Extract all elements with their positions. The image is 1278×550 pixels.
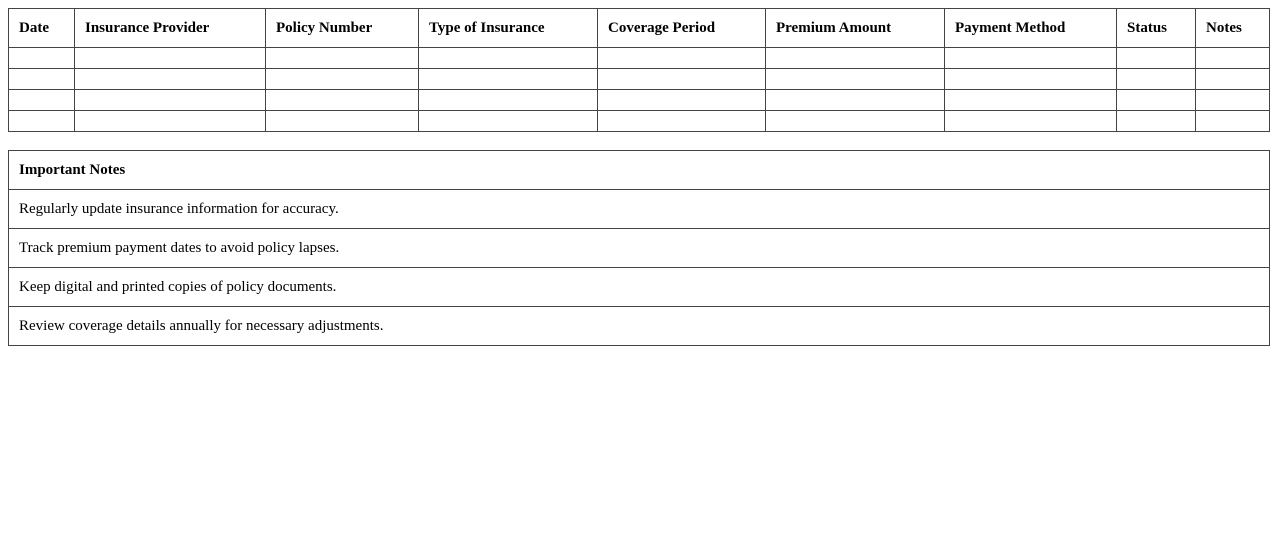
table-cell[interactable] bbox=[9, 69, 75, 90]
column-header-status: Status bbox=[1117, 9, 1196, 48]
column-header-type-of-insurance: Type of Insurance bbox=[419, 9, 598, 48]
note-text: Regularly update insurance information for accuracy. bbox=[9, 190, 1270, 229]
column-header-premium-amount: Premium Amount bbox=[766, 9, 945, 48]
column-header-payment-method: Payment Method bbox=[945, 9, 1117, 48]
insurance-log-table bbox=[8, 8, 1270, 132]
note-row bbox=[9, 190, 1270, 229]
header-row bbox=[9, 9, 1270, 48]
note-text: Keep digital and printed copies of policy documents. bbox=[9, 268, 1270, 307]
table-cell[interactable] bbox=[1117, 111, 1196, 132]
table-cell[interactable] bbox=[9, 48, 75, 69]
column-header-notes: Notes bbox=[1196, 9, 1270, 48]
table-cell[interactable] bbox=[598, 69, 766, 90]
column-header-policy-number: Policy Number bbox=[266, 9, 419, 48]
notes-title: Important Notes bbox=[9, 151, 1270, 190]
table-row bbox=[9, 48, 1270, 69]
column-header-insurance-provider: Insurance Provider bbox=[75, 9, 266, 48]
column-header-date: Date bbox=[9, 9, 75, 48]
table-cell[interactable] bbox=[1196, 90, 1270, 111]
column-header-coverage-period: Coverage Period bbox=[598, 9, 766, 48]
table-cell[interactable] bbox=[419, 69, 598, 90]
table-cell[interactable] bbox=[75, 69, 266, 90]
table-row bbox=[9, 69, 1270, 90]
note-row bbox=[9, 268, 1270, 307]
table-cell[interactable] bbox=[419, 90, 598, 111]
table-cell[interactable] bbox=[419, 111, 598, 132]
table-cell[interactable] bbox=[1196, 111, 1270, 132]
table-cell[interactable] bbox=[766, 48, 945, 69]
table-cell[interactable] bbox=[766, 111, 945, 132]
important-notes-table bbox=[8, 150, 1270, 346]
table-cell[interactable] bbox=[945, 48, 1117, 69]
table-cell[interactable] bbox=[9, 111, 75, 132]
table-row bbox=[9, 90, 1270, 111]
table-cell[interactable] bbox=[945, 90, 1117, 111]
table-row bbox=[9, 111, 1270, 132]
table-cell[interactable] bbox=[75, 90, 266, 111]
note-text: Review coverage details annually for necessary adjustments. bbox=[9, 307, 1270, 346]
table-cell[interactable] bbox=[945, 69, 1117, 90]
table-cell[interactable] bbox=[766, 69, 945, 90]
table-cell[interactable] bbox=[266, 111, 419, 132]
table-cell[interactable] bbox=[75, 111, 266, 132]
table-cell[interactable] bbox=[266, 69, 419, 90]
table-cell[interactable] bbox=[266, 90, 419, 111]
note-text: Track premium payment dates to avoid policy lapses. bbox=[9, 229, 1270, 268]
table-cell[interactable] bbox=[598, 90, 766, 111]
table-cell[interactable] bbox=[945, 111, 1117, 132]
table-cell[interactable] bbox=[1117, 48, 1196, 69]
table-cell[interactable] bbox=[766, 90, 945, 111]
note-row bbox=[9, 307, 1270, 346]
table-cell[interactable] bbox=[1196, 48, 1270, 69]
table-cell[interactable] bbox=[9, 90, 75, 111]
table-cell[interactable] bbox=[598, 48, 766, 69]
table-cell[interactable] bbox=[598, 111, 766, 132]
note-row bbox=[9, 229, 1270, 268]
table-cell[interactable] bbox=[419, 48, 598, 69]
table-cell[interactable] bbox=[1196, 69, 1270, 90]
table-cell[interactable] bbox=[266, 48, 419, 69]
notes-header-row bbox=[9, 151, 1270, 190]
table-cell[interactable] bbox=[1117, 90, 1196, 111]
table-cell[interactable] bbox=[75, 48, 266, 69]
table-cell[interactable] bbox=[1117, 69, 1196, 90]
